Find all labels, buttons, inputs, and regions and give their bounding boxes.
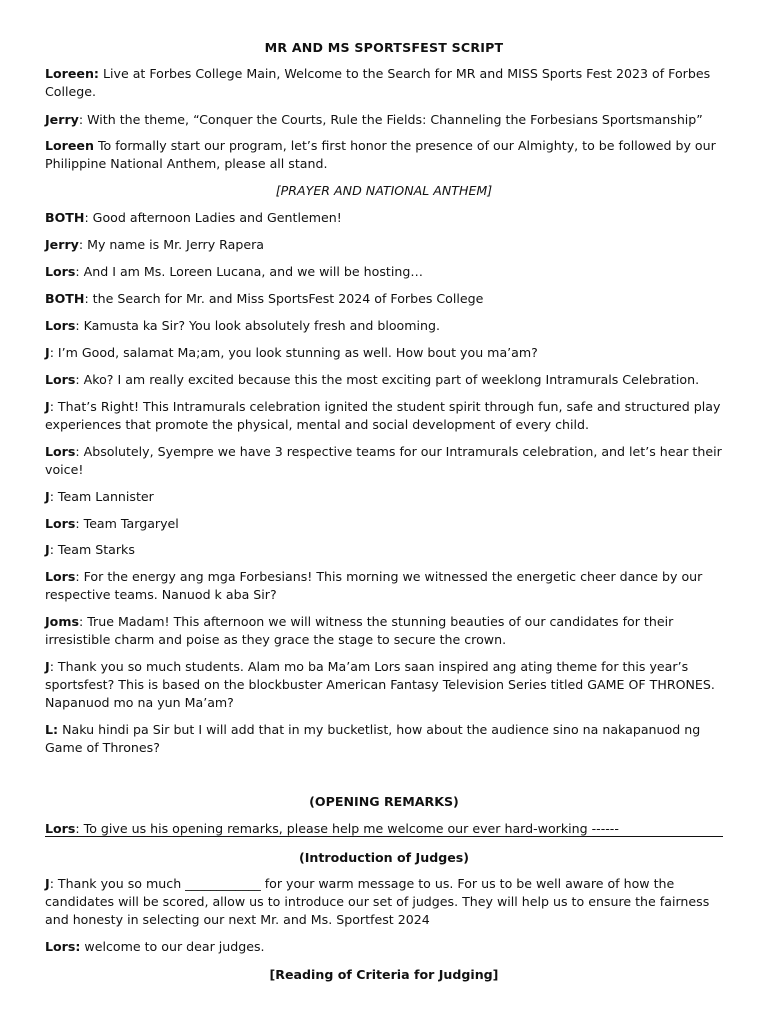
script-line <box>45 209 725 227</box>
speaker: Loreen: <box>45 66 99 81</box>
speaker: Lors <box>45 318 76 333</box>
script-line <box>45 443 725 479</box>
dialogue: : Good afternoon Ladies and Gentlemen! <box>84 210 342 225</box>
dialogue: To formally start our program, let’s first honor the presence of our Almighty, to be followed by our Philippine National Anthem, please all stand. <box>45 138 716 172</box>
dialogue: : With the theme, “Conquer the Courts, Rule the Fields: Channeling the Forbesians Sportsmanship” <box>78 112 703 127</box>
speaker: Lors <box>45 444 76 459</box>
dialogue: : Team Starks <box>49 542 135 557</box>
script-line <box>45 236 725 254</box>
script-line <box>45 488 725 506</box>
speaker: J <box>45 399 50 414</box>
script-line <box>45 65 725 101</box>
script-line <box>45 875 725 930</box>
speaker: BOTH <box>45 291 85 306</box>
speaker: J <box>45 345 50 360</box>
script-line <box>45 137 725 173</box>
speaker: J <box>45 659 50 674</box>
dialogue: : Team Targaryel <box>75 516 179 531</box>
divider <box>45 836 723 837</box>
script-line <box>45 515 725 533</box>
speaker: Lors <box>45 264 76 279</box>
dialogue: : True Madam! This afternoon we will witness the stunning beauties of our candidates for their irresistible charm and poise as they grace the stage to secure the crown. <box>45 614 674 648</box>
speaker: J <box>45 542 50 557</box>
speaker: Joms <box>45 614 79 629</box>
script-line <box>45 290 725 308</box>
dialogue: : For the energy ang mga Forbesians! This morning we witnessed the energetic cheer dance by our respective teams. Nanuod k aba Sir? <box>45 569 703 603</box>
script-line <box>45 111 725 129</box>
script-line <box>45 568 725 604</box>
script-line <box>45 541 725 559</box>
speaker: Lors <box>45 569 76 584</box>
section-heading: (Introduction of Judges) <box>298 850 470 865</box>
dialogue: : Absolutely, Syempre we have 3 respective teams for our Intramurals celebration, and let’s hear their voice! <box>45 444 722 478</box>
script-line <box>45 721 725 757</box>
speaker: Jerry <box>45 112 79 127</box>
dialogue: : Kamusta ka Sir? You look absolutely fresh and blooming. <box>75 318 440 333</box>
speaker: Jerry <box>45 237 79 252</box>
speaker: Lors <box>45 372 76 387</box>
dialogue: : Thank you so much ____________ for your warm message to us. For us to be well aware of how the candidates will be scored, allow us to introduce our set of judges. They will help us to ensure the fairness and honesty in selecting our next Mr. and Ms. Sportfest 2024 <box>45 876 710 928</box>
stage-direction: [PRAYER AND NATIONAL ANTHEM] <box>275 183 493 198</box>
script-line <box>45 344 725 362</box>
dialogue: : I’m Good, salamat Ma;am, you look stunning as well. How bout you ma’am? <box>49 345 538 360</box>
section-heading: (OPENING REMARKS) <box>309 794 459 809</box>
speaker: Lors <box>45 516 76 531</box>
script-line <box>45 263 725 281</box>
script-line <box>45 658 725 713</box>
script-line <box>45 613 725 649</box>
dialogue: welcome to our dear judges. <box>80 939 265 954</box>
speaker: Loreen <box>45 138 94 153</box>
script-line <box>45 938 725 956</box>
speaker: BOTH <box>45 210 85 225</box>
dialogue: : Team Lannister <box>49 489 154 504</box>
dialogue: : the Search for Mr. and Miss SportsFest 2024 of Forbes College <box>84 291 484 306</box>
speaker: J <box>45 876 50 891</box>
speaker: Lors <box>45 821 76 836</box>
speaker: J <box>45 489 50 504</box>
dialogue: : Ako? I am really excited because this the most exciting part of weeklong Intramurals Celebration. <box>75 372 700 387</box>
section-heading: [Reading of Criteria for Judging] <box>269 967 499 982</box>
script-line <box>45 398 725 434</box>
dialogue: : And I am Ms. Loreen Lucana, and we will be hosting… <box>75 264 423 279</box>
page-title: MR AND MS SPORTSFEST SCRIPT <box>264 40 504 55</box>
script-line <box>45 317 725 335</box>
dialogue: : My name is Mr. Jerry Rapera <box>78 237 264 252</box>
dialogue: : That’s Right! This Intramurals celebration ignited the student spirit through fun, safe and structured play experiences that promote the physical, mental and social development of every child. <box>45 399 721 433</box>
speaker: Lors: <box>45 939 81 954</box>
script-line <box>45 371 725 389</box>
dialogue: Live at Forbes College Main, Welcome to the Search for MR and MISS Sports Fest 2023 of Forbes College. <box>45 66 711 100</box>
dialogue: Naku hindi pa Sir but I will add that in my bucketlist, how about the audience sino na nakapanuod ng Game of Thrones? <box>45 722 701 756</box>
speaker: L: <box>45 722 59 737</box>
dialogue: : Thank you so much students. Alam mo ba Ma’am Lors saan inspired ang ating theme for this year’s sportsfest? This is based on the blockbuster American Fantasy Television Series titled GAME OF THRONES. Napanuod mo na yun Ma’am? <box>45 659 715 711</box>
dialogue: : To give us his opening remarks, please help me welcome our ever hard-working ------ <box>75 821 619 836</box>
